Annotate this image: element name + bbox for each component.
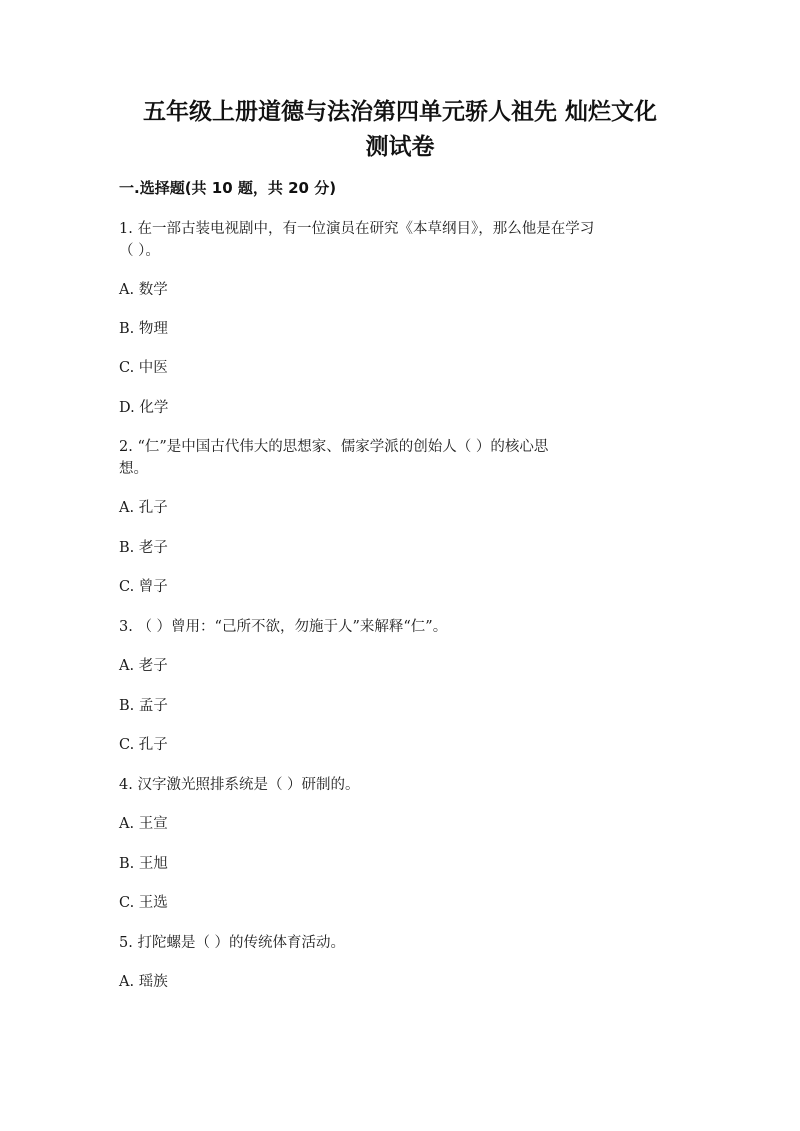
section-heading: 一.选择题(共 10 题，共 20 分) xyxy=(119,179,337,197)
question-4-stem: 4. 汉字激光照排系统是（ ）研制的。 xyxy=(119,777,360,793)
question-1-stem-line-1: 1. 在一部古装电视剧中，有一位演员在研究《本草纲目》，那么他是在学习 xyxy=(119,221,595,237)
question-2-stem-line-1: 2. “仁”是中国古代伟大的思想家、儒家学派的创始人（ ）的核心思 xyxy=(119,439,549,455)
document-title-line-2: 测试卷 xyxy=(365,134,435,160)
question-1-option-b: B. 物理 xyxy=(119,321,168,337)
question-2-option-c: C. 曾子 xyxy=(119,579,168,595)
question-1-option-c: C. 中医 xyxy=(119,360,168,376)
question-3-option-b: B. 孟子 xyxy=(119,698,168,714)
question-3-option-c: C. 孔子 xyxy=(119,737,168,753)
question-1-option-d: D. 化学 xyxy=(119,400,169,416)
question-2-option-a: A. 孔子 xyxy=(119,500,168,516)
document-title-line-1: 五年级上册道德与法治第四单元骄人祖先 灿烂文化 xyxy=(142,99,657,125)
question-1-option-a: A. 数学 xyxy=(119,282,168,298)
question-5-option-a: A. 瑶族 xyxy=(119,974,168,990)
question-1-stem-line-2: （ ）。 xyxy=(119,243,160,259)
question-3-stem: 3. （ ）曾用：“己所不欲，勿施于人”来解释“仁”。 xyxy=(119,619,448,635)
question-2-option-b: B. 老子 xyxy=(119,540,168,556)
question-4-option-a: A. 王宣 xyxy=(119,816,168,832)
question-2-stem-line-2: 想。 xyxy=(119,461,148,477)
question-4-option-b: B. 王旭 xyxy=(119,856,168,872)
question-5-stem: 5. 打陀螺是（ ）的传统体育活动。 xyxy=(119,935,346,951)
question-3-option-a: A. 老子 xyxy=(119,658,168,674)
question-4-option-c: C. 王选 xyxy=(119,895,168,911)
